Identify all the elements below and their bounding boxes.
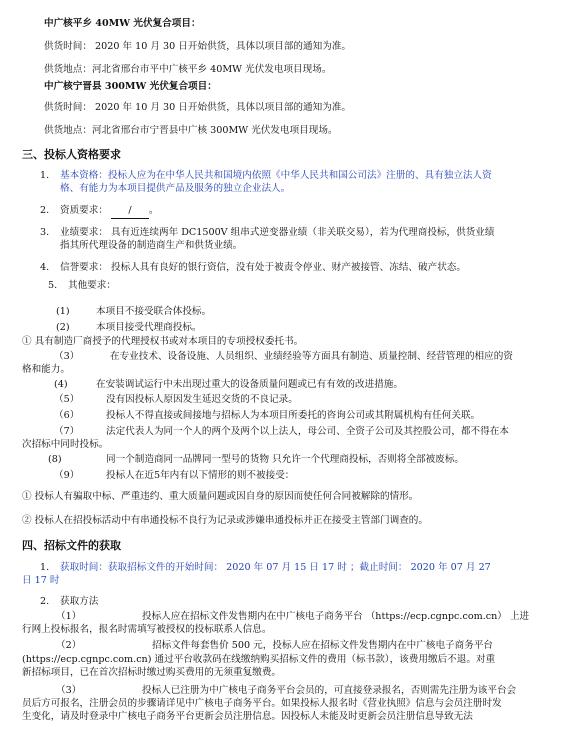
req-7-line1: 法定代表人为同一个人的两个及两个以上法人，母公司、全资子公司及其控股公司，都不得在本 [106,426,509,437]
req-9-text: 投标人在近5年内有以下情形的则不被接受： [106,470,295,481]
req-6-num: （6） [54,410,80,421]
method-1-num: （1） [56,611,82,622]
get-1-num: 1. [40,562,50,573]
req-3-num: （3） [54,351,80,362]
qual-3-num: 3. [40,227,50,238]
req-5-num: （5） [54,394,80,405]
qual-1-line2: 格、有能力为本项目提供产品及服务的独立企业法人。 [60,183,291,194]
req-5-text: 没有因投标人原因发生延迟交货的不良记录。 [106,394,298,405]
project-a-title: 中广核平乡 40MW 光伏复合项目： [44,18,201,29]
project-b-title: 中广核宁晋县 300MW 光伏复合项目： [44,81,217,92]
qual-2-end: 。 [149,205,159,216]
req-9-num: （9） [54,470,80,481]
circle-item-2: ① 投标人有骗取中标、严重违约、重大质量问题或因自身的原因而使任何合同被解除的情形。 [22,491,419,502]
other-2-text: 本项目接受代理商投标。 [96,322,202,333]
get-2-num: 2. [40,596,50,607]
other-1-text: 本项目不接受联合体投标。 [96,306,212,317]
req-6-text: 投标人不得直接或间接地与招标人为本项目所委托的咨询公司或其附属机构有任何关联。 [106,410,481,421]
other-2-num: (2) [56,322,70,333]
get-2-label: 获取方法 [60,596,99,607]
method-1-line1: 投标人应在招标文件发售期内在中广核电子商务平台 （https://ecp.cgnpc.com.cn） 上进 [142,611,530,622]
method-1-line2: 行网上投标报名，报名时需填写被授权的投标联系人信息。 [22,624,272,635]
qual-1-num: 1. [40,170,50,181]
req-7-line2: 次招标中同时投标。 [22,439,109,450]
req-8-text: 同一个制造商同一品牌同一型号的货物 只允许一个代理商投标，否则将全部被废标。 [106,454,465,465]
req-4-num: (4) [54,379,68,390]
method-3-line3: 生变化，请及时登录中广核电子商务平台更新会员注册信息。因投标人未能及时更新会员注册信息导致无法 [22,711,473,722]
method-3-line1: 投标人已注册为中广核电子商务平台会员的，可直接登录报名，否则需先注册为该平台会 [142,685,517,696]
qual-4-num: 4. [40,262,50,273]
project-a-place: 供货地点：河北省邢台市平中广核平乡 40MW 光伏发电项目现场。 [44,64,332,75]
other-1-num: (1) [56,306,70,317]
qual-2-num: 2. [40,205,50,216]
section-4-heading: 四、招标文件的获取 [22,539,121,552]
method-2-num: （2） [56,640,82,651]
project-b-place: 供货地点：河北省邢台市宁晋县中广核 300MW 光伏发电项目现场。 [44,125,338,136]
req-8-num: (8) [48,454,62,465]
method-3-line2: 员后方可报名，注册会员的步骤请详见中广核电子商务平台。如果投标人报名时《营业执照》信息与会员注册时发 [22,698,502,709]
qual-2-label: 资质要求： [60,205,108,216]
circle-item-1: ① 具有制造厂商授予的代理授权书或对本项目的专项授权委托书。 [22,336,304,347]
req-7-num: （7） [54,426,80,437]
req-3-line1: 在专业技术、设备设施、人员组织、业绩经验等方面具有制造、质量控制、经营管理的相应的资 [110,351,513,362]
qual-1-line1: 基本资格：投标人应为在中华人民共和国境内依照《中华人民共和国公司法》注册的、具有独立法人资 [60,170,492,181]
method-3-num: （3） [56,685,82,696]
method-2-line3: 新招标项目，已在首次招标时缴过购买费用的无须重复缴费。 [22,667,282,678]
qual-3-line2: 指其所代理设备的制造商生产和供货业绩。 [60,240,243,251]
method-2-line2: (https://ecp.cgnpc.com.cn) 通过平台收款码在线缴纳购买招标文件的费用（标书款），该费用缴后不退。对重 [22,654,496,665]
method-2-line1: 招标文件每套售价 500 元，投标人应在招标文件发售期内在中广核电子商务平台 [152,640,494,651]
section-3-heading: 三、投标人资格要求 [22,148,121,161]
qual-2-value: / [111,205,149,219]
qual-4-line: 信誉要求： 投标人具有良好的银行资信，没有处于被责令停业、财产被接管、冻结、破产状态。 [60,262,466,273]
circle-item-3: ② 投标人在招投标活动中有串通投标不良行为记录或涉嫌串通投标并正在接受主管部门调查的。 [22,515,428,526]
qual-2 [60,205,159,219]
get-1-line2: 日 17 时 [22,575,60,586]
get-1-line1: 获取时间：获取招标文件的开始时间： 2020 年 07 月 15 日 17 时 ；截止时间： 2020 年 07 月 27 [60,562,491,573]
req-3-line2: 格和能力。 [22,364,70,375]
qual-5-label: 其他要求： [68,280,116,291]
req-4-text: 在安装调试运行中未出现过重大的设备质量问题或已有有效的改进措施。 [96,379,403,390]
project-b-time: 供货时间： 2020 年 10 月 30 日开始供货，具体以项目部的通知为准。 [44,102,351,113]
qual-3-line1: 业绩要求： 具有近连续两年 DC1500V 组串式逆变器业绩（非关联交易），若为代理商投标，供货业绩 [60,227,495,238]
project-a-time: 供货时间： 2020 年 10 月 30 日开始供货，具体以项目部的通知为准。 [44,41,351,52]
qual-5-num: 5. [48,280,58,291]
